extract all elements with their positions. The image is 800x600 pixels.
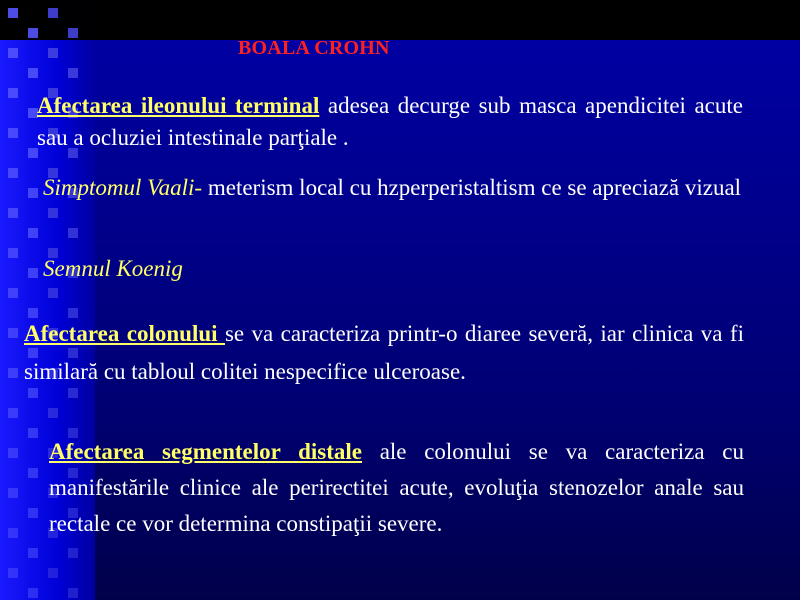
- decorative-square: [8, 288, 18, 298]
- decorative-square: [68, 28, 78, 38]
- decorative-square: [8, 248, 18, 258]
- text-vaali: meterism local cu hzperperistaltism ce se apreciază vizual: [202, 175, 742, 200]
- text-ileon: adesea decurge sub masca apendicitei acute sau a ocluziei intestinale parţiale .: [37, 93, 743, 150]
- top-band-dark: [95, 0, 800, 40]
- decorative-square: [8, 328, 18, 338]
- decorative-square: [28, 228, 38, 238]
- decorative-square: [48, 8, 58, 18]
- text-colon: se va caracteriza printr-o diaree severă, iar clinica va fi similară cu tabloul colitei nespecifice ulceroase.: [24, 321, 744, 384]
- decorative-square: [48, 288, 58, 298]
- decorative-square: [28, 428, 38, 438]
- decorative-square: [28, 268, 38, 278]
- text-distal: ale colonului se va caracteriza cu manifestările clinice ale perirectitei acute, evoluţia stenozelor anale sau rectale ce vor determina constipaţii severe.: [49, 439, 744, 536]
- decorative-square: [8, 8, 18, 18]
- paragraph-colon: [24, 315, 744, 391]
- decorative-square: [8, 88, 18, 98]
- decorative-square: [48, 568, 58, 578]
- paragraph-koenig: [43, 253, 643, 285]
- paragraph-ileon: [37, 90, 743, 154]
- highlight-vaali: Simptomul Vaali-: [43, 175, 203, 200]
- decorative-square: [8, 368, 18, 378]
- decorative-square: [8, 48, 18, 58]
- decorative-square: [48, 208, 58, 218]
- decorative-square: [8, 488, 18, 498]
- decorative-square: [8, 528, 18, 538]
- decorative-square: [8, 128, 18, 138]
- decorative-square: [8, 448, 18, 458]
- decorative-square: [68, 548, 78, 558]
- decorative-square: [68, 68, 78, 78]
- paragraph-vaali: [43, 172, 743, 204]
- decorative-square: [8, 208, 18, 218]
- decorative-square: [48, 408, 58, 418]
- decorative-square: [8, 168, 18, 178]
- decorative-square: [68, 588, 78, 598]
- decorative-square: [68, 228, 78, 238]
- decorative-square: [28, 188, 38, 198]
- decorative-square: [48, 48, 58, 58]
- decorative-square: [28, 508, 38, 518]
- paragraph-distal: [49, 434, 744, 542]
- decorative-square: [28, 28, 38, 38]
- highlight-ileon: Afectarea ileonului terminal: [37, 93, 320, 118]
- highlight-koenig: Semnul Koenig: [43, 256, 183, 281]
- slide-title: BOALA CROHN: [238, 37, 390, 59]
- decorative-square: [28, 548, 38, 558]
- decorative-square: [8, 568, 18, 578]
- decorative-square: [8, 408, 18, 418]
- decorative-square: [28, 468, 38, 478]
- decorative-square: [28, 588, 38, 598]
- decorative-square: [28, 68, 38, 78]
- highlight-distal: Afectarea segmentelor distale: [49, 439, 362, 464]
- highlight-colon: Afectarea colonului: [24, 321, 225, 346]
